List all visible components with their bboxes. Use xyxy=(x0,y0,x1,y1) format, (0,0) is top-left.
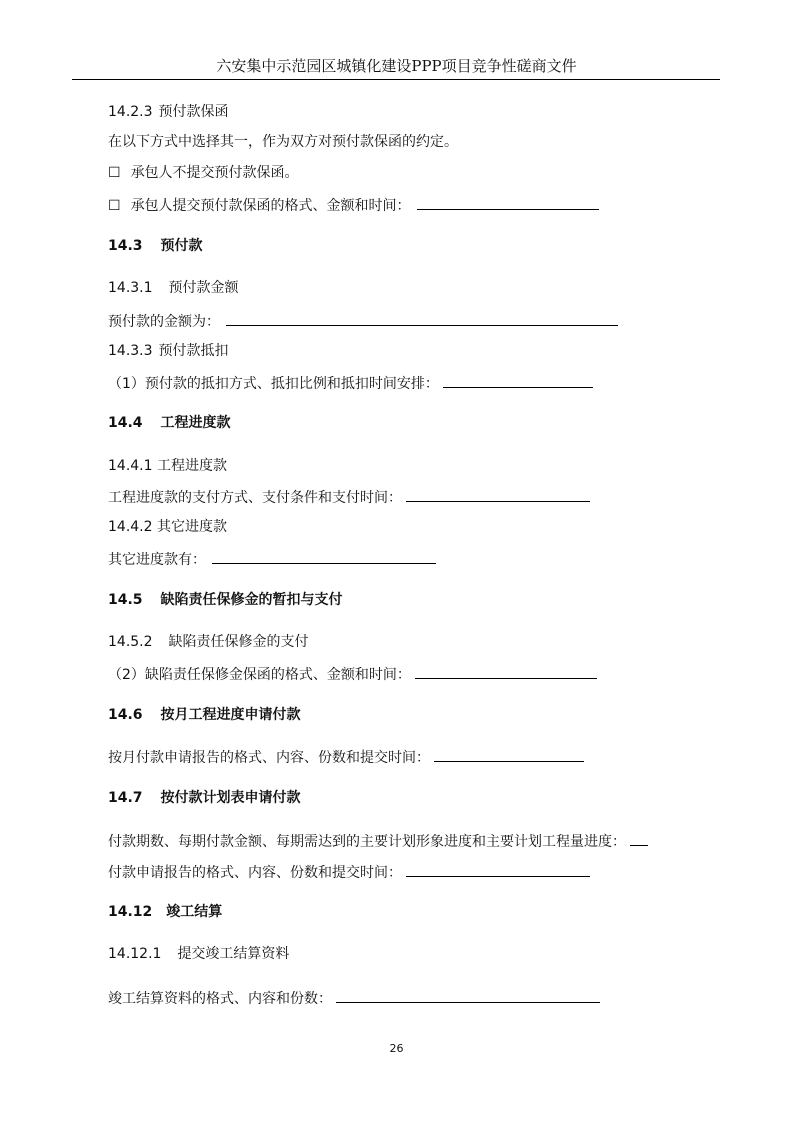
page-number: 26 xyxy=(389,1042,404,1055)
monthly-report-blank[interactable] xyxy=(434,746,584,762)
clause-title: 缺陷责任保修金的支付 xyxy=(168,634,309,650)
field-label: （1）预付款的抵扣方式、抵扣比例和抵扣时间安排： xyxy=(108,376,439,392)
field-label: 工程进度款的支付方式、支付条件和支付时间： xyxy=(108,490,402,506)
clause-number: 14.3.1 xyxy=(108,280,153,296)
option-label: 承包人不提交预付款保函。 xyxy=(130,165,299,181)
amount-blank[interactable] xyxy=(226,310,618,326)
deduction-line xyxy=(108,372,593,394)
section-number: 14.6 xyxy=(108,707,143,723)
field-label: 竣工结算资料的格式、内容和份数： xyxy=(108,991,332,1007)
section-number: 14.12 xyxy=(108,904,153,920)
progress-payment-line xyxy=(108,486,590,508)
section-number: 14.4 xyxy=(108,415,143,431)
payment-report-line xyxy=(108,861,590,883)
monthly-report-line xyxy=(108,746,584,768)
payment-plan-blank[interactable] xyxy=(630,830,648,846)
section-title: 工程进度款 xyxy=(160,415,231,431)
page-header: 六安集中示范园区城镇化建设PPP项目竞争性磋商文件 xyxy=(216,57,577,75)
warranty-guarantee-line xyxy=(108,663,597,685)
clause-number: 14.5.2 xyxy=(108,634,153,650)
other-progress-line xyxy=(108,548,436,570)
clause-14-4-1: 14.4.1 工程进度款 xyxy=(108,458,227,474)
final-settlement-blank[interactable] xyxy=(336,987,600,1003)
clause-number: 14.12.1 xyxy=(108,946,162,962)
section-title: 缺陷责任保修金的暂扣与支付 xyxy=(160,592,343,608)
field-label: 按月付款申请报告的格式、内容、份数和提交时间： xyxy=(108,750,430,766)
header-rule xyxy=(72,79,720,80)
section-14-5 xyxy=(108,590,343,610)
section-title: 按付款计划表申请付款 xyxy=(160,790,301,806)
clause-title: 预付款金额 xyxy=(168,280,239,296)
clause-14-4-2: 14.4.2 其它进度款 xyxy=(108,519,227,535)
payment-plan-line xyxy=(108,830,648,852)
checkbox[interactable]: ☐ xyxy=(108,165,121,181)
clause-14-5-2 xyxy=(108,632,309,652)
clause-14-12-1 xyxy=(108,944,289,964)
section-number: 14.7 xyxy=(108,790,143,806)
field-label: 付款申请报告的格式、内容、份数和提交时间： xyxy=(108,865,402,881)
section-14-3 xyxy=(108,236,203,256)
payment-report-blank[interactable] xyxy=(406,861,590,877)
section-title: 预付款 xyxy=(160,238,203,254)
section-14-12 xyxy=(108,902,222,922)
field-label: 付款期数、每期付款金额、每期需达到的主要计划形象进度和主要计划工程量进度： xyxy=(108,834,626,850)
option-label: 承包人提交预付款保函的格式、金额和时间： xyxy=(130,198,411,214)
guarantee-blank[interactable] xyxy=(417,194,599,210)
field-label: 其它进度款有： xyxy=(108,552,206,568)
section-14-7 xyxy=(108,788,301,808)
clause-14-3-1 xyxy=(108,278,239,298)
warranty-blank[interactable] xyxy=(415,663,597,679)
clause-number: 14.3.3 xyxy=(108,343,153,359)
field-label: （2）缺陷责任保修金保函的格式、金额和时间： xyxy=(108,667,411,683)
final-settlement-line xyxy=(108,987,600,1009)
choose-instruction: 在以下方式中选择其一，作为双方对预付款保函的约定。 xyxy=(108,134,458,150)
deduction-blank[interactable] xyxy=(443,372,593,388)
clause-title: 预付款抵扣 xyxy=(158,343,229,359)
progress-payment-blank[interactable] xyxy=(406,486,590,502)
clause-14-2-3 xyxy=(108,102,229,122)
section-14-4 xyxy=(108,413,231,433)
clause-14-3-3 xyxy=(108,341,229,361)
other-progress-blank[interactable] xyxy=(212,548,436,564)
section-title: 按月工程进度申请付款 xyxy=(160,707,301,723)
section-number: 14.3 xyxy=(108,238,143,254)
advance-amount-line xyxy=(108,310,618,332)
checkbox[interactable]: ☐ xyxy=(108,198,121,214)
clause-title: 提交竣工结算资料 xyxy=(177,946,290,962)
section-number: 14.5 xyxy=(108,592,143,608)
option-submit-guarantee xyxy=(108,194,599,216)
section-title: 竣工结算 xyxy=(166,904,223,920)
field-label: 预付款的金额为： xyxy=(108,314,220,330)
clause-number: 14.2.3 xyxy=(108,104,153,120)
option-no-guarantee xyxy=(108,163,299,183)
section-14-6 xyxy=(108,705,301,725)
clause-title: 预付款保函 xyxy=(158,104,229,120)
